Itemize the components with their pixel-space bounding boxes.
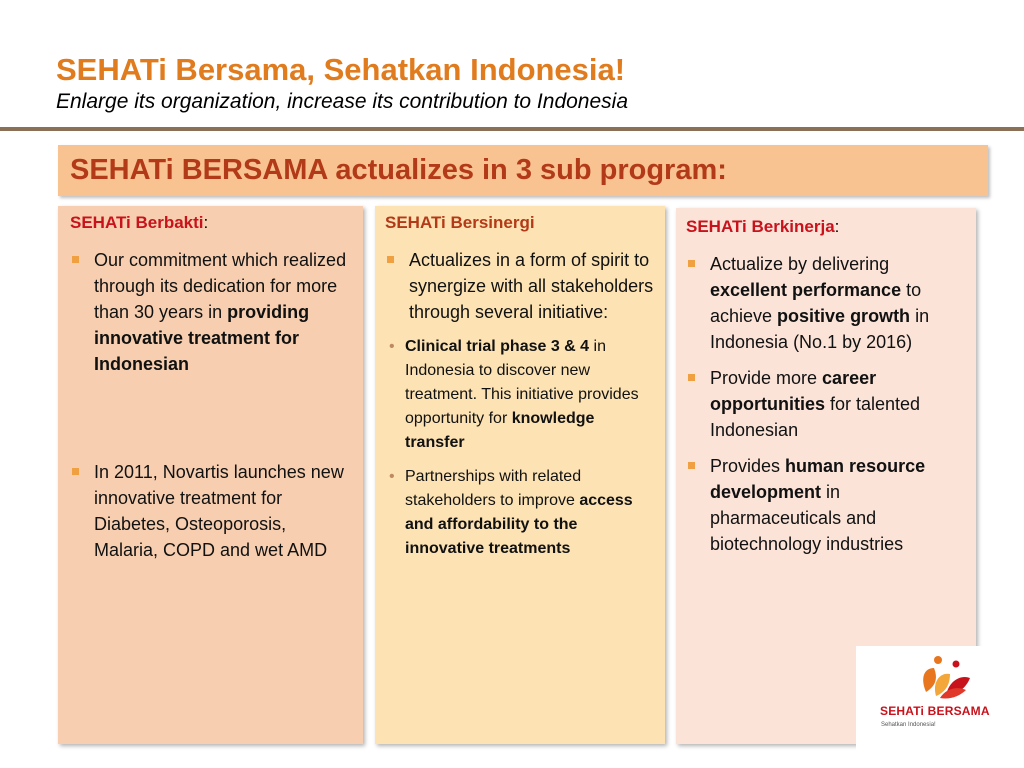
sub-list-item <box>385 335 655 455</box>
bullet-bold-text: human resource development <box>710 456 926 502</box>
sehati-bersama-logo <box>856 646 1024 768</box>
bullet-text: Provides <box>710 456 786 476</box>
bullet-text: Our commitment which realized through its dedication for more than 30 years in <box>94 250 347 322</box>
bullet-bold-text: access and affordability to the innovative treatments <box>405 492 633 557</box>
bullet-text: in pharmaceuticals and biotechnology industries <box>710 482 904 554</box>
heading-colon: : <box>203 213 209 232</box>
list-item <box>70 459 349 563</box>
bullet-text: in Indonesia to discover new treatment. This initiative provides opportunity for <box>405 338 639 427</box>
bullet-text: Partnerships with related stakeholders to improve <box>405 468 582 509</box>
logo-petals-icon <box>916 652 976 704</box>
list-item <box>686 453 966 557</box>
column-bersinergi <box>375 206 665 744</box>
bullet-text: to achieve <box>710 280 922 326</box>
bullet-text: In 2011, Novartis launches new innovative treatment for Diabetes, Osteoporosis, Malaria, COPD and wet AMD <box>94 462 344 560</box>
bullet-bold-text: providing innovative treatment for Indonesian <box>94 302 310 374</box>
bullet-bold-text: Clinical trial phase 3 & 4 <box>405 338 590 355</box>
column-heading-text: SEHATi Berkinerja <box>686 217 835 236</box>
bullet-text: Provide more <box>710 368 823 388</box>
column-heading <box>686 217 966 237</box>
sub-list-item <box>385 465 655 561</box>
banner-text: SEHATi BERSAMA actualizes in 3 sub program: <box>70 154 727 186</box>
heading-colon: : <box>834 217 840 236</box>
bullet-text: in Indonesia (No.1 by 2016) <box>710 306 930 352</box>
column-heading-text: SEHATi Bersinergi <box>385 213 535 232</box>
list-item <box>385 247 655 561</box>
column-berbakti <box>58 206 363 744</box>
section-banner <box>58 145 988 196</box>
bullet-list <box>385 247 655 561</box>
column-heading-text: SEHATi Berbakti <box>70 213 204 232</box>
slide-subtitle: Enlarge its organization, increase its contribution to Indonesia <box>56 90 629 113</box>
list-item <box>686 251 966 355</box>
logo-tagline: Sehatkan Indonesia! <box>881 722 936 728</box>
column-heading <box>385 213 655 233</box>
bullet-bold-text: positive growth <box>777 306 911 326</box>
bullet-list <box>70 247 349 563</box>
bullet-text: Actualizes in a form of spirit to synergize with all stakeholders through several initiative: <box>409 250 654 322</box>
bullet-text: for talented Indonesian <box>710 394 921 440</box>
bullet-text: Actualize by delivering <box>710 254 890 274</box>
sub-bullet-list <box>385 335 655 561</box>
bullet-list <box>686 251 966 557</box>
header-divider <box>0 127 1024 131</box>
column-heading <box>70 213 349 233</box>
bullet-bold-text: career opportunities <box>710 368 877 414</box>
slide-title: SEHATi Bersama, Sehatkan Indonesia! <box>56 52 626 87</box>
list-item <box>686 365 966 443</box>
logo-name: SEHATi BERSAMA <box>880 704 990 718</box>
bullet-bold-text: excellent performance <box>710 280 902 300</box>
bullet-bold-text: knowledge transfer <box>405 410 595 451</box>
list-item <box>70 247 349 377</box>
